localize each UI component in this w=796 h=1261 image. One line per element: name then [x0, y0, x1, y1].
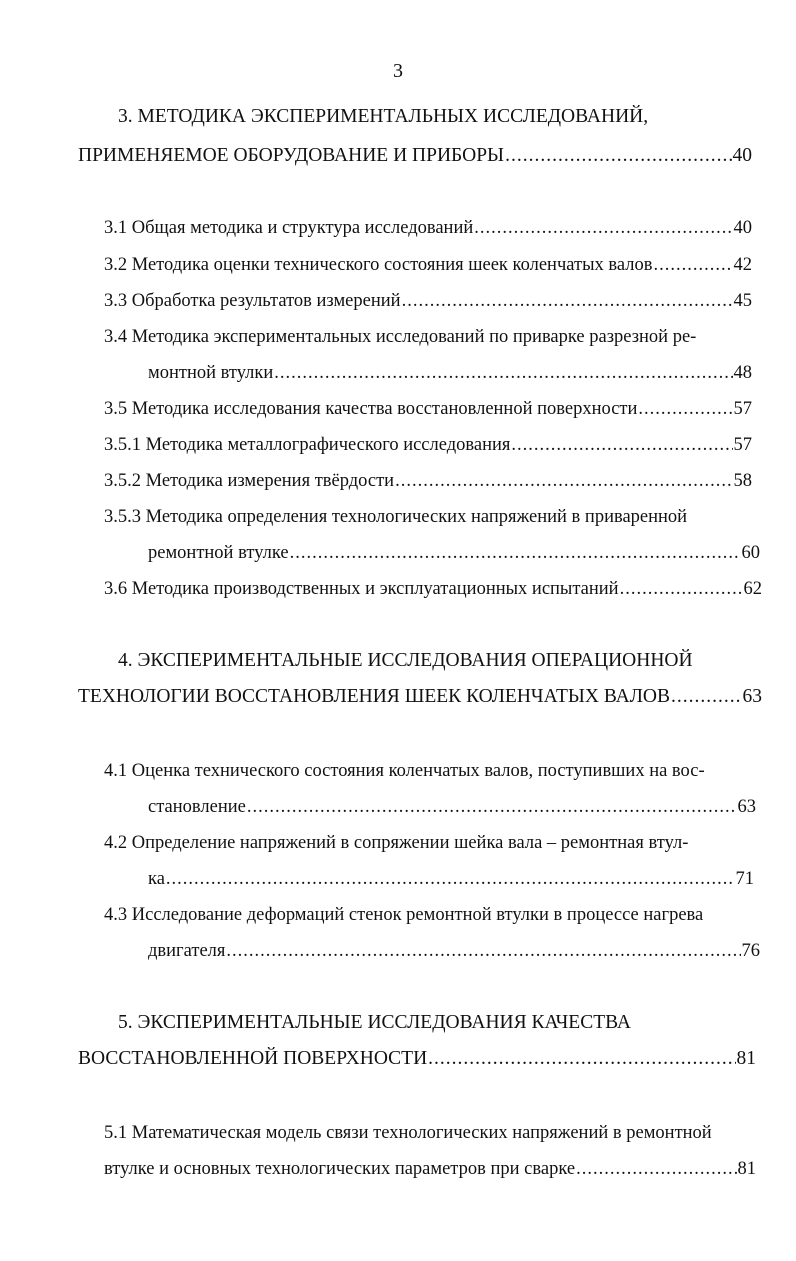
dot-leader [653, 254, 732, 276]
toc-entry-page: 62 [743, 579, 762, 599]
toc-entry-4-3-line1[interactable]: 4.3 Исследование деформаций стенок ремонтной втулки в процессе нагрева [104, 905, 704, 925]
toc-entry-page: 45 [733, 291, 752, 311]
toc-entry-3-5-2[interactable] [104, 470, 752, 492]
toc-entry-page: 63 [737, 797, 756, 817]
toc-entry-page: 60 [741, 543, 760, 563]
section-5-title-line2: ВОССТАНОВЛЕННОЙ ПОВЕРХНОСТИ [78, 1048, 428, 1069]
section-5-title-line1: 5. ЭКСПЕРИМЕНТАЛЬНЫЕ ИССЛЕДОВАНИЯ КАЧЕСТВА [118, 1012, 631, 1033]
section-4-title-line2: ТЕХНОЛОГИИ ВОССТАНОВЛЕНИЯ ШЕЕК КОЛЕНЧАТЫХ ВАЛОВ [78, 686, 671, 707]
toc-entry-5-1-line1[interactable]: 5.1 Математическая модель связи технологических напряжений в ремонтной [104, 1123, 712, 1143]
toc-entry-text: 3.6 Методика производственных и эксплуатационных испытаний [104, 579, 619, 599]
toc-entry-4-3[interactable] [148, 940, 760, 962]
toc-entry-4-1-line1[interactable]: 4.1 Оценка технического состояния коленчатых валов, поступивших на вос- [104, 761, 705, 781]
toc-entry-text: 3.5.1 Методика металлографического исследования [104, 435, 511, 455]
toc-entry-5-1[interactable] [104, 1158, 756, 1180]
toc-entry-text: двигателя [148, 941, 226, 961]
toc-entry-page: 57 [733, 435, 752, 455]
toc-entry-section-4[interactable] [78, 686, 762, 708]
section-3-page: 40 [732, 145, 752, 166]
dot-leader [274, 362, 732, 384]
toc-entry-3-5-3[interactable] [148, 542, 760, 564]
toc-entry-text: 3.5 Методика исследования качества восстановленной поверхности [104, 399, 638, 419]
dot-leader [474, 217, 732, 239]
section-3-title-line2: ПРИМЕНЯЕМОЕ ОБОРУДОВАНИЕ И ПРИБОРЫ [78, 145, 505, 166]
dot-leader [247, 796, 737, 818]
toc-entry-3-6[interactable] [104, 578, 762, 600]
toc-entry-section-3[interactable] [78, 145, 752, 167]
section-3-title-line1: 3. МЕТОДИКА ЭКСПЕРИМЕНТАЛЬНЫХ ИССЛЕДОВАНИЙ, [118, 106, 649, 127]
toc-entry-page: 71 [735, 869, 754, 889]
toc-entry-page: 76 [741, 941, 760, 961]
toc-entry-section-5[interactable] [78, 1048, 756, 1070]
section-5-page: 81 [736, 1048, 756, 1069]
toc-entry-3-4-line1[interactable]: 3.4 Методика экспериментальных исследований по приварке разрезной ре- [104, 327, 697, 347]
dot-leader [671, 686, 741, 708]
toc-entry-text: ремонтной втулке [148, 543, 289, 563]
toc-entry-3-5[interactable] [104, 398, 752, 420]
dot-leader [505, 145, 731, 167]
dot-leader [620, 578, 743, 600]
toc-entry-3-5-1[interactable] [104, 434, 752, 456]
toc-entry-page: 58 [733, 471, 752, 491]
toc-entry-4-2-line1[interactable]: 4.2 Определение напряжений в сопряжении шейка вала – ремонтная втул- [104, 833, 689, 853]
toc-entry-4-2[interactable] [148, 868, 754, 890]
toc-entry-text: втулке и основных технологических параметров при сварке [104, 1159, 576, 1179]
toc-entry-text: 3.5.2 Методика измерения твёрдости [104, 471, 395, 491]
toc-entry-text: 3.2 Методика оценки технического состояния шеек коленчатых валов [104, 255, 653, 275]
toc-entry-text: 3.1 Общая методика и структура исследований [104, 218, 474, 238]
section-4-title-line1: 4. ЭКСПЕРИМЕНТАЛЬНЫЕ ИССЛЕДОВАНИЯ ОПЕРАЦИОННОЙ [118, 650, 693, 671]
dot-leader [428, 1048, 735, 1070]
dot-leader [290, 542, 741, 564]
toc-entry-4-1[interactable] [148, 796, 756, 818]
toc-entry-page: 81 [737, 1159, 756, 1179]
toc-entry-text: ка [148, 869, 165, 889]
toc-entry-text: 3.3 Обработка результатов измерений [104, 291, 401, 311]
toc-entry-3-5-3-line1[interactable]: 3.5.3 Методика определения технологических напряжений в приваренной [104, 507, 688, 527]
toc-entry-text: монтной втулки [148, 363, 274, 383]
toc-entry-page: 42 [733, 255, 752, 275]
dot-leader [638, 398, 732, 420]
toc-entry-3-4[interactable] [148, 362, 752, 384]
toc-entry-3-1[interactable] [104, 217, 752, 239]
dot-leader [576, 1158, 736, 1180]
section-4-page: 63 [742, 686, 762, 707]
dot-leader [166, 868, 735, 890]
dot-leader [395, 470, 732, 492]
toc-entry-page: 48 [733, 363, 752, 383]
toc-entry-3-3[interactable] [104, 290, 752, 312]
toc-entry-page: 57 [733, 399, 752, 419]
dot-leader [402, 290, 733, 312]
toc-entry-page: 40 [733, 218, 752, 238]
toc-entry-text: становление [148, 797, 246, 817]
dot-leader [511, 434, 732, 456]
toc-entry-3-2[interactable] [104, 254, 752, 276]
dot-leader [226, 940, 740, 962]
page-number: 3 [393, 60, 403, 82]
